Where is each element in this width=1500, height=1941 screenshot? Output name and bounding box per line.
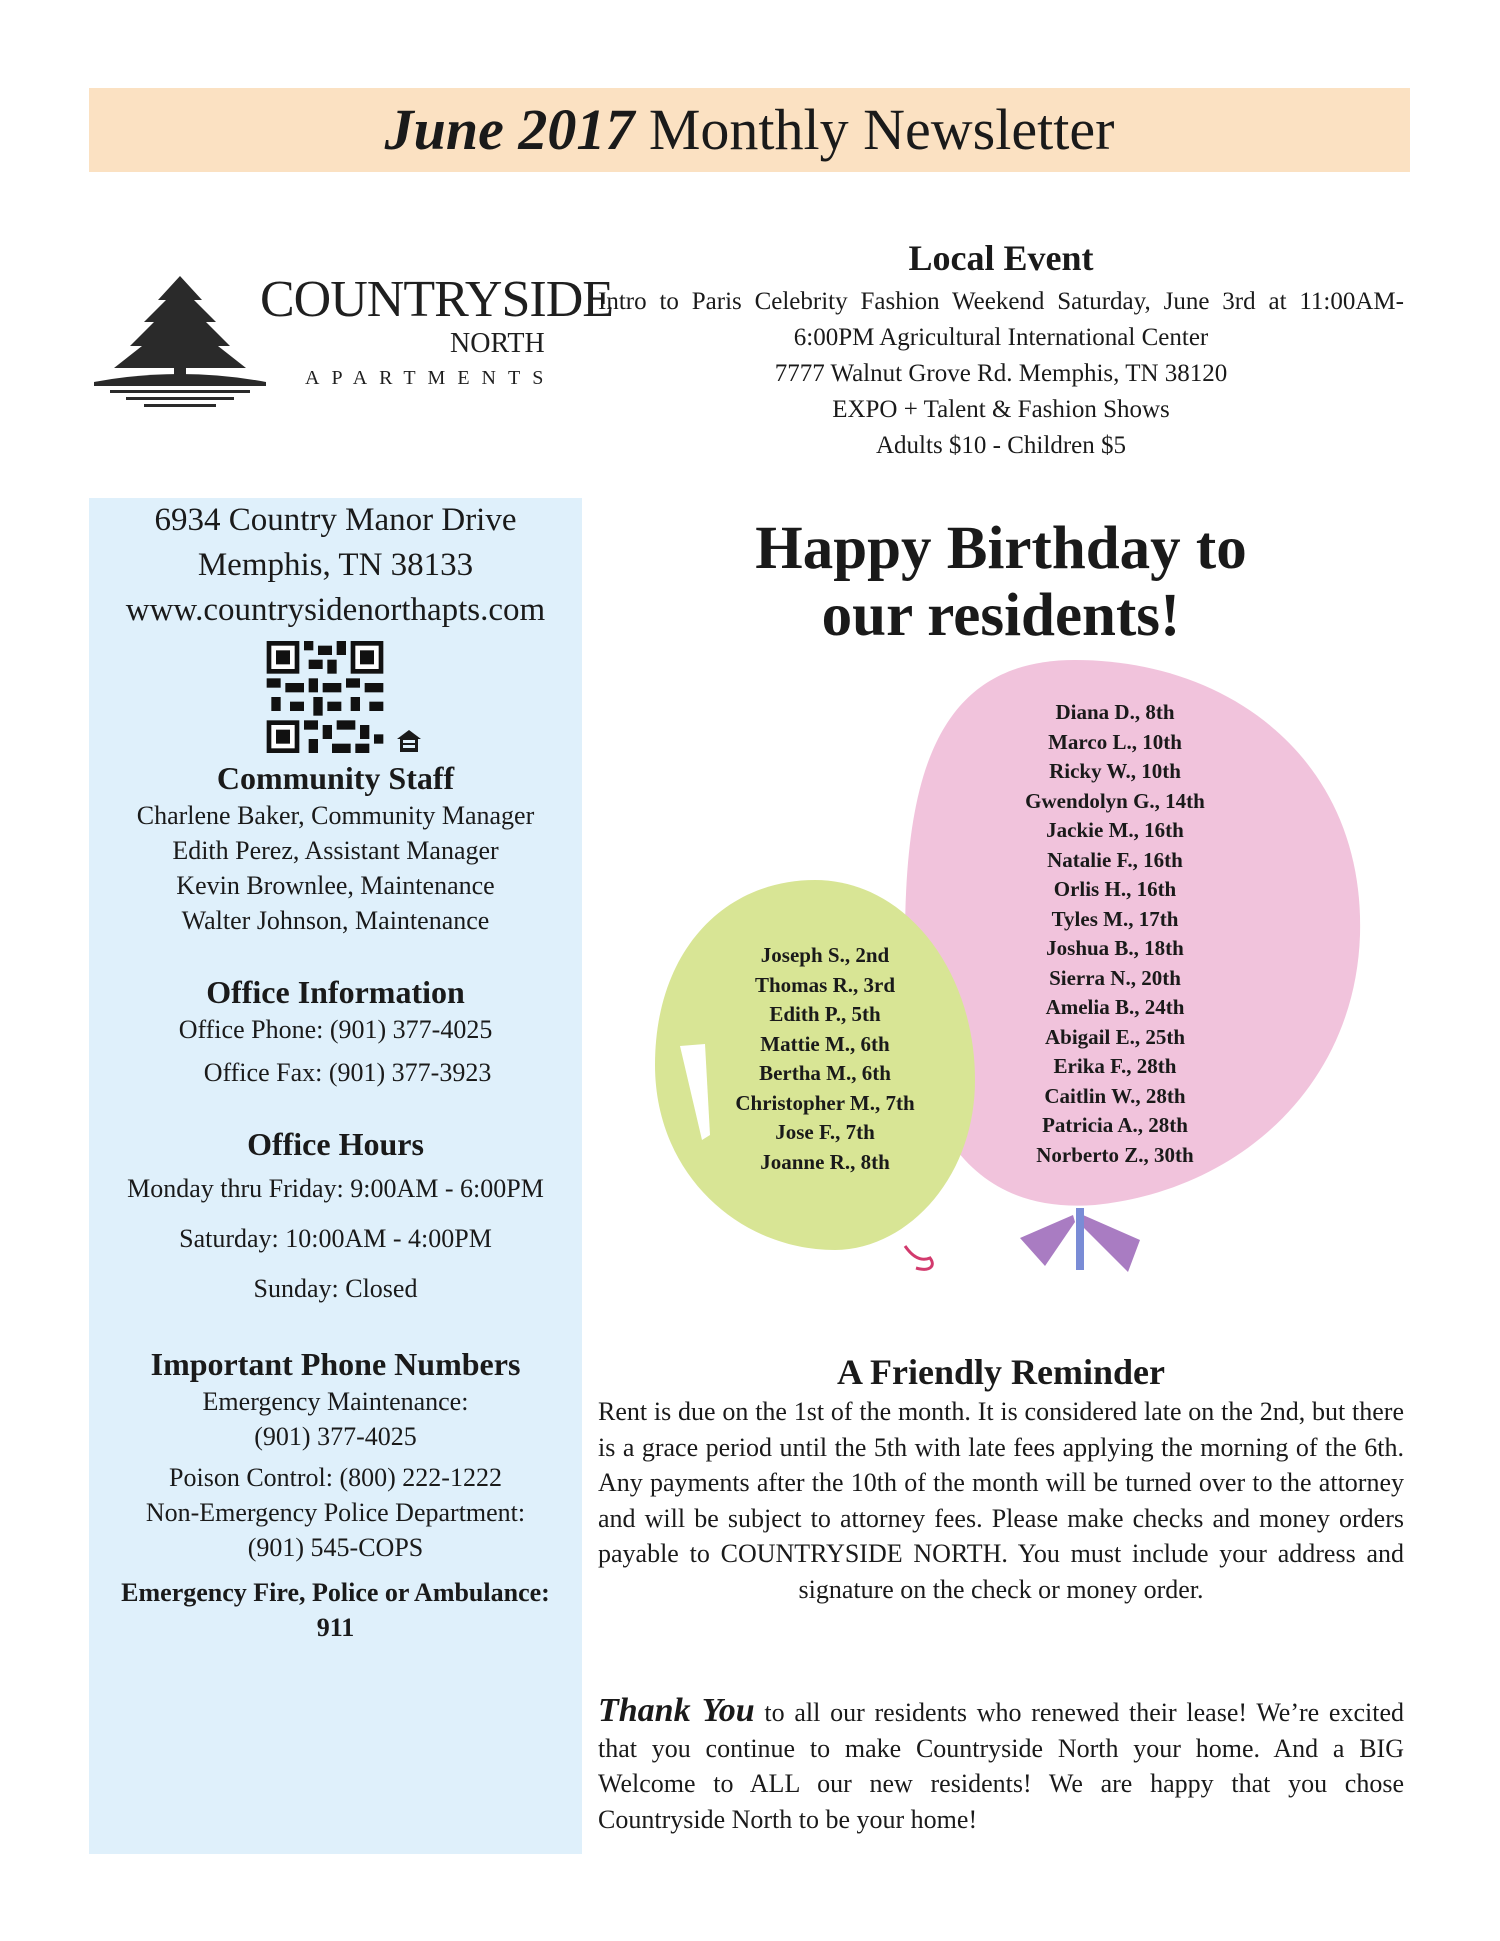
green-birthday-list: [705, 941, 945, 1177]
emergency-label: Emergency Fire, Police or Ambulance:: [121, 1578, 550, 1607]
office-information-heading: Office Information: [206, 974, 465, 1010]
birthday-entry: Erika F., 28th: [1053, 1054, 1177, 1078]
poison-control: Poison Control: (800) 222-1222: [169, 1463, 502, 1492]
pink-birthday-list: [985, 698, 1245, 1170]
birthday-entry: Bertha M., 6th: [759, 1061, 891, 1085]
banner-month-year: June 2017: [384, 97, 635, 162]
birthday-entry: Diana D., 8th: [1055, 700, 1175, 724]
birthday-entry: Natalie F., 16th: [1047, 847, 1183, 872]
police-number: (901) 545-COPS: [247, 1533, 424, 1562]
birthday-entry: Tyles M., 17th: [1051, 906, 1179, 931]
local-event-heading: Local Event: [908, 238, 1094, 278]
birthday-entry: Edith P., 5th: [769, 1002, 881, 1026]
thank-you-section: [598, 1693, 1404, 1837]
birthday-entry: Patricia A., 28th: [1042, 1113, 1188, 1137]
birthday-entry: Orlis H., 16th: [1053, 877, 1177, 901]
hours-sunday: Sunday: Closed: [253, 1274, 418, 1303]
staff-member: Edith Perez, Assistant Manager: [172, 836, 499, 865]
birthday-entry: Jose F., 7th: [775, 1120, 875, 1144]
birthday-entry: Caitlin W., 28th: [1044, 1083, 1186, 1108]
community-staff-heading: Community Staff: [216, 760, 455, 796]
local-event-prices: Adults $10 - Children $5: [876, 432, 1126, 459]
staff-member: Walter Johnson, Maintenance: [181, 906, 490, 935]
birthday-entry: Joseph S., 2nd: [760, 943, 890, 967]
website-link[interactable]: www.countrysidenorthapts.com: [125, 592, 546, 628]
birthday-entry: Ricky W., 10th: [1049, 759, 1181, 783]
thank-you-lead: Thank You: [598, 1692, 755, 1729]
police-label: Non-Emergency Police Department:: [145, 1498, 526, 1527]
birthday-entry: Joanne R., 8th: [760, 1149, 890, 1174]
birthday-entry: Amelia B., 24th: [1045, 995, 1185, 1019]
reminder-heading: A Friendly Reminder: [837, 1352, 1165, 1392]
hours-saturday: Saturday: 10:00AM - 4:00PM: [179, 1224, 492, 1253]
birthday-entry: Mattie M., 6th: [760, 1031, 890, 1056]
emergency-maintenance-label: Emergency Maintenance:: [202, 1387, 469, 1416]
birthday-entry: Christopher M., 7th: [735, 1090, 915, 1115]
local-event-address: 7777 Walnut Grove Rd. Memphis, TN 38120: [774, 360, 1228, 387]
hours-weekday: Monday thru Friday: 9:00AM - 6:00PM: [127, 1174, 544, 1203]
reminder-body: Rent is due on the 1st of the month. It is considered late on the 2nd, but there is a grace period until the 5th with late fees applying the morning of the 6th. Any payments after the 10th of the month will be turned over to the attorney and will be subject to attorney fees. Please make checks and money orders payable to COUNTRYSIDE NORTH. You must include your address and signature on the check or money order.: [598, 1397, 1404, 1604]
office-fax: Office Fax: (901) 377-3923: [203, 1058, 492, 1087]
birthday-entry: Sierra N., 20th: [1049, 965, 1181, 990]
friendly-reminder-section: [598, 1350, 1404, 1607]
birthday-heading-line2: our residents!: [821, 582, 1181, 649]
banner-title: Monthly Newsletter: [648, 97, 1115, 162]
emergency-maintenance-number: (901) 377-4025: [254, 1422, 417, 1451]
local-event-description: Intro to Paris Celebrity Fashion Weekend Saturday, June 3rd at 11:00AM-6:00PM Agricultural International Center: [598, 288, 1404, 351]
important-phones-heading: Important Phone Numbers: [150, 1346, 521, 1382]
emergency-number: 911: [316, 1613, 355, 1642]
thank-you-body: to all our residents who renewed their lease! We’re excited that you continue to make Countryside North your home. And a BIG Welcome to ALL our new residents! We are happy that you chose Countryside North to be your home!: [598, 1698, 1404, 1834]
birthday-entry: Jackie M., 16th: [1046, 818, 1184, 842]
birthday-heading-line1: Happy Birthday to: [755, 515, 1247, 582]
address-street: 6934 Country Manor Drive: [154, 502, 517, 538]
staff-member: Charlene Baker, Community Manager: [136, 801, 535, 830]
staff-member: Kevin Brownlee, Maintenance: [176, 871, 495, 900]
birthday-entry: Joshua B., 18th: [1046, 936, 1184, 960]
logo-sub-name: NORTH: [450, 328, 545, 359]
birthday-entry: Thomas R., 3rd: [754, 972, 896, 997]
logo-apartments: APARTMENTS: [305, 367, 556, 389]
birthday-entry: Gwendolyn G., 14th: [1025, 788, 1205, 813]
birthday-entry: Norberto Z., 30th: [1036, 1142, 1194, 1167]
local-event-features: EXPO + Talent & Fashion Shows: [832, 396, 1170, 423]
birthday-entry: Abigail E., 25th: [1044, 1024, 1186, 1049]
address-city: Memphis, TN 38133: [197, 547, 474, 583]
birthday-entry: Marco L., 10th: [1048, 729, 1182, 754]
office-hours-heading: Office Hours: [247, 1126, 424, 1162]
logo-brand-name: COUNTRYSIDE: [260, 271, 614, 328]
office-phone: Office Phone: (901) 377-4025: [178, 1015, 493, 1044]
